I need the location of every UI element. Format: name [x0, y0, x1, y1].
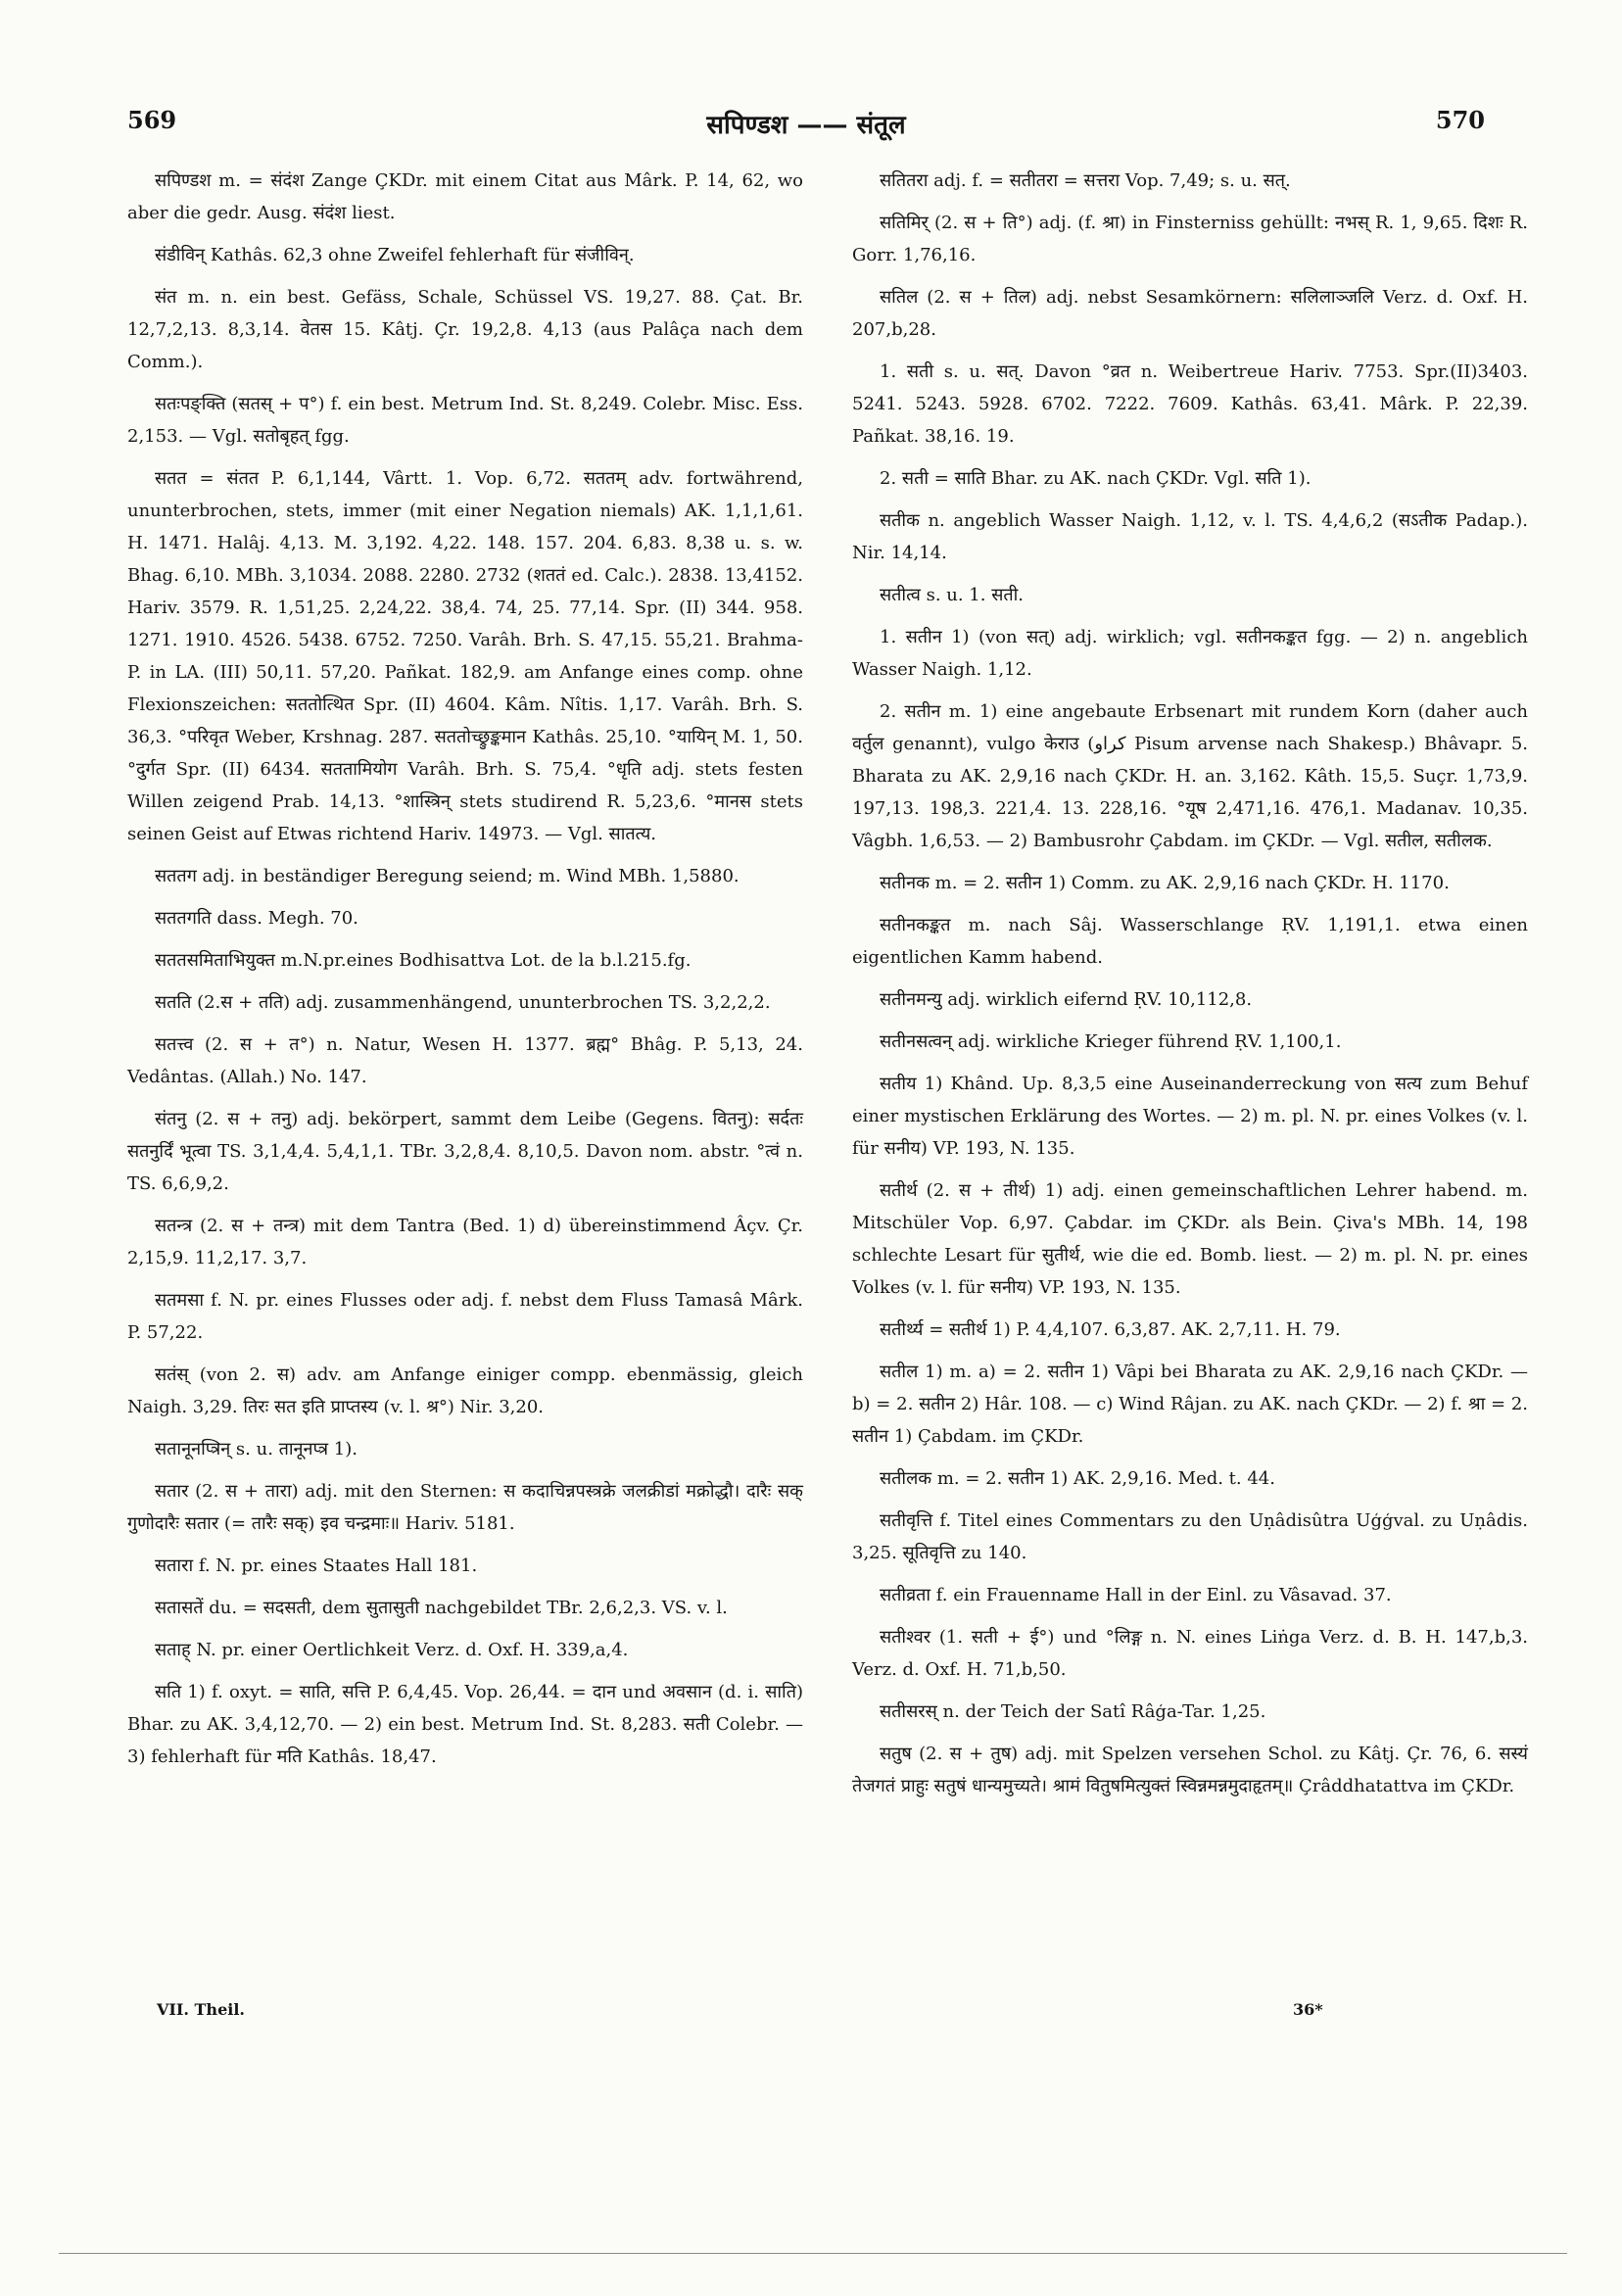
entry-right: सतीसरस् n. der Teich der Satî Râģa-Tar. 1,25.	[880, 1701, 1266, 1722]
entry-right: सतील 1) m. a) = 2. सतीन 1) Vâpi bei Bharata zu AK. 2,9,16 nach ÇKDr. — b) = 2. सतीन 2) Hâr. 108. — c) Wind Râjan. zu AK. nach ÇKDr. — 2) f. श्रा = 2. सतीन 1) Çabdam. im ÇKDr.	[852, 1362, 1528, 1447]
entry-right: 1. सतीन 1) (von सत्) adj. wirklich; vgl. सतीनकङ्कत fgg. — 2) n. angeblich Wasser Naigh. 1,12.	[852, 627, 1528, 680]
entry-right: सतीनकङ्कत m. nach Sâj. Wasserschlange ṚV. 1,191,1. etwa einen eigentlichen Kamm habend.	[852, 915, 1528, 968]
entry-right: सतीनमन्यु adj. wirklich eifernd ṚV. 10,112,8.	[880, 989, 1253, 1010]
footer-volume: VII. Theil.	[157, 2000, 245, 2019]
entry-left: संतनु (2. स + तनु) adj. bekörpert, sammt dem Leibe (Gegens. वितनु): सर्दतः सतनुर्दिं भूत्वा TS. 3,1,4,4. 5,4,1,1. TBr. 3,2,8,4. 8,10,5. Davon nom. abstr. °त्वं n. TS. 6,6,9,2.	[127, 1109, 803, 1194]
entry-right: सतीत्व s. u. 1. सती.	[880, 585, 1025, 605]
running-title: सपिण्डश —— संतूल	[706, 111, 906, 140]
footer-signature: 36*	[1293, 2000, 1323, 2019]
entry-right: सतीय 1) Khând. Up. 8,3,5 eine Auseinanderreckung von सत्य zum Behuf einer mystischen Erklärung des Wortes. — 2) m. pl. N. pr. eines Volkes (v. l. für सनीय) VP. 193, N. 135.	[852, 1074, 1528, 1159]
bottom-rule	[59, 2253, 1567, 2254]
left-column	[127, 165, 803, 1783]
entry-left: सततगति dass. Megh. 70.	[155, 908, 358, 929]
entry-right: सतिल (2. स + तिल) adj. nebst Sesamkörnern: सलिलाञ्जलि Verz. d. Oxf. H. 207,b,28.	[852, 287, 1528, 340]
entry-right: सतीक n. angeblich Wasser Naigh. 1,12, v. l. TS. 4,4,6,2 (सऽतीक Padap.). Nir. 14,14.	[852, 510, 1528, 563]
right-column	[852, 165, 1528, 1812]
entry-left: सतंस् (von 2. स) adv. am Anfange einiger compp. ebenmässig, gleich Naigh. 3,29. तिरः सत इति प्राप्तस्य (v. l. श्र°) Nir. 3,20.	[127, 1364, 803, 1417]
entry-right: 2. सतीन m. 1) eine angebaute Erbsenart mit rundem Korn (daher auch वर्तुल genannt), vulgo केराउ (كراو Pisum arvense nach Shakesp.) Bhâvapr. 5. Bharata zu AK. 2,9,16 nach ÇKDr. H. an. 3,162. Kâth. 15,5. Suçr. 1,73,9. 197,13. 198,3. 221,4. 13. 228,16. °यूष 2,471,16. 476,1. Madanav. 10,35. Vâgbh. 1,6,53. — 2) Bambusrohr Çabdam. im ÇKDr. — Vgl. सतील, सतीलक.	[852, 701, 1529, 851]
page-number-right: 570	[1435, 106, 1485, 134]
entry-left: सतत = संतत P. 6,1,144, Vârtt. 1. Vop. 6,72. सततम् adv. fortwährend, ununterbrochen, stets, immer (mit einer Negation niemals) AK. 1,1,1,61. H. 1471. Halâj. 4,13. M. 3,192. 4,22. 148. 157. 204. 6,83. 8,38 u. s. w. Bhag. 6,10. MBh. 3,1034. 2088. 2280. 2732 (शततं ed. Calc.). 2838. 13,4152. Hariv. 3579. R. 1,51,25. 2,24,22. 38,4. 74, 25. 77,14. Spr. (II) 344. 958. 1271. 1910. 4526. 5438. 6752. 7250. Varâh. Brh. S. 47,15. 55,21. Brahma-P. in LA. (III) 50,11. 57,20. Pañkat. 182,9. am Anfange eines comp. ohne Flexionszeichen: सततोत्थित Spr. (II) 4604. Kâm. Nîtis. 1,17. Varâh. Brh. S. 36,3. °परिवृत Weber, Krshnag. 287. सततोच्छ्रुङ्कमान Kathâs. 25,10. °यायिन् M. 1, 50. °दुर्गत Spr. (II) 6434. सततामियोग Varâh. Brh. S. 75,4. °धृति adj. stets festen Willen zeigend Prab. 14,13. °शास्त्रिन् stets studirend R. 5,23,6. °मानस stets seinen Geist auf Etwas richtend Hariv. 14973. — Vgl. सातत्य.	[127, 468, 803, 844]
entry-left: संत m. n. ein best. Gefäss, Schale, Schüssel VS. 19,27. 88. Çat. Br. 12,7,2,13. 8,3,14. वेतस 15. Kâtj. Çr. 19,2,8. 4,13 (aus Palâça nach dem Comm.).	[127, 287, 803, 372]
entry-left: सताह् N. pr. einer Oertlichkeit Verz. d. Oxf. H. 339,a,4.	[155, 1640, 629, 1660]
entry-left: सततसमिताभियुक्त m.N.pr.eines Bodhisattva Lot. de la b.l.215.fg.	[155, 950, 692, 971]
entry-right: सतितरा adj. f. = सतीतरा = सत्तरा Vop. 7,49; s. u. सत्.	[880, 170, 1291, 191]
page-header	[127, 106, 1485, 149]
entry-left: सतारा f. N. pr. eines Staates Hall 181.	[155, 1555, 478, 1576]
entry-right: 2. सती = साति Bhar. zu AK. nach ÇKDr. Vgl. सति 1).	[880, 468, 1312, 489]
entry-left: सतत्त्व (2. स + त°) n. Natur, Wesen H. 1377. ब्रह्म° Bhâg. P. 5,13, 24. Vedântas. (Allah.) No. 147.	[127, 1034, 803, 1087]
entry-left: सतासतें du. = सदसती, dem सुतासुती nachgebildet TBr. 2,6,2,3. VS. v. l.	[155, 1598, 728, 1618]
entry-right: सतुष (2. स + तुष) adj. mit Spelzen versehen Schol. zu Kâtj. Çr. 76, 6. सस्यं तेजगतं प्राहुः सतुषं धान्यमुच्यते। श्रामं वितुषमित्युक्तं स्विन्नमन्नमुदाहृतम्॥ Çrâddhatattva im ÇKDr.	[852, 1744, 1528, 1796]
entry-left: सति 1) f. oxyt. = साति, सत्ति P. 6,4,45. Vop. 26,44. = दान und अवसान (d. i. साति) Bhar. zu AK. 3,4,12,70. — 2) ein best. Metrum Ind. St. 8,283. सती Colebr. — 3) fehlerhaft für मति Kathâs. 18,47.	[127, 1682, 803, 1767]
entry-right: सतीवृत्ति f. Titel eines Commentars zu den Uṇâdisûtra Uģģval. zu Uṇâdis. 3,25. सूतिवृत्ति zu 140.	[852, 1510, 1528, 1563]
entry-left: सपिण्डश m. = संदंश Zange ÇKDr. mit einem Citat aus Mârk. P. 14, 62, wo aber die gedr. Ausg. संदंश liest.	[127, 170, 803, 223]
entry-right: सतीलक m. = 2. सतीन 1) AK. 2,9,16. Med. t. 44.	[880, 1468, 1275, 1489]
entry-right: सतीर्थ्य = सतीर्थ 1) P. 4,4,107. 6,3,87. AK. 2,7,11. H. 79.	[880, 1319, 1341, 1340]
entry-left: सतन्त्र (2. स + तन्त्र) mit dem Tantra (Bed. 1) d) übereinstimmend Âçv. Çr. 2,15,9. 11,2,17. 3,7.	[127, 1216, 803, 1268]
page-number-left: 569	[127, 106, 177, 134]
entry-right: सतीव्रता f. ein Frauenname Hall in der Einl. zu Vâsavad. 37.	[880, 1585, 1392, 1605]
entry-left: संडीविन् Kathâs. 62,3 ohne Zweifel fehlerhaft für संजीविन्.	[155, 245, 635, 265]
entry-left: सतार (2. स + तारा) adj. mit den Sternen: स कदाचिन्नपस्त्रक्रे जलक्रीडां मक्रोद्धौ। दारैः सक् गुणोदारैः सतार (= तारैः सक्) इव चन्द्रमाः॥ Hariv. 5181.	[127, 1481, 803, 1534]
entry-right: सतीनक m. = 2. सतीन 1) Comm. zu AK. 2,9,16 nach ÇKDr. H. 1170.	[880, 873, 1450, 893]
entry-right: 1. सती s. u. सत्. Davon °व्रत n. Weibertreue Hariv. 7753. Spr.(II)3403. 5241. 5243. 5928. 6702. 7222. 7609. Kathâs. 63,41. Mârk. P. 22,39. Pañkat. 38,16. 19.	[852, 361, 1528, 447]
entry-right: सतीनसत्वन् adj. wirkliche Krieger führend ṚV. 1,100,1.	[880, 1031, 1342, 1052]
entry-left: सतानूनप्त्रिन् s. u. तानूनप्त्र 1).	[155, 1439, 358, 1459]
entry-left: सतःपङ्क्ति (सतस् + प°) f. ein best. Metrum Ind. St. 8,249. Colebr. Misc. Ess. 2,153. — Vgl. सतोबृहत् fgg.	[127, 394, 803, 447]
entry-left: सतति (2.स + तति) adj. zusammenhängend, ununterbrochen TS. 3,2,2,2.	[155, 992, 771, 1013]
entry-right: सतिमिर् (2. स + ति°) adj. (f. श्रा) in Finsterniss gehüllt: नभस् R. 1, 9,65. दिशः R. Gorr. 1,76,16.	[852, 213, 1528, 265]
entry-left: सतमसा f. N. pr. eines Flusses oder adj. f. nebst dem Fluss Tamasâ Mârk. P. 57,22.	[127, 1290, 803, 1343]
entry-right: सतीश्वर (1. सती + ई°) und °लिङ्ग n. N. eines Liṅga Verz. d. B. H. 147,b,3. Verz. d. Oxf. H. 71,b,50.	[852, 1627, 1528, 1680]
entry-left: सततग adj. in beständiger Beregung seiend; m. Wind MBh. 1,5880.	[155, 866, 739, 886]
entry-right: सतीर्थ (2. स + तीर्थ) 1) adj. einen gemeinschaftlichen Lehrer habend. m. Mitschüler Vop. 6,97. Çabdar. im ÇKDr. als Bein. Çiva's MBh. 14, 198 schlechte Lesart für सुतीर्थ, wie die ed. Bomb. liest. — 2) m. pl. N. pr. eines Volkes (v. l. für सनीय) VP. 193, N. 135.	[852, 1180, 1528, 1298]
